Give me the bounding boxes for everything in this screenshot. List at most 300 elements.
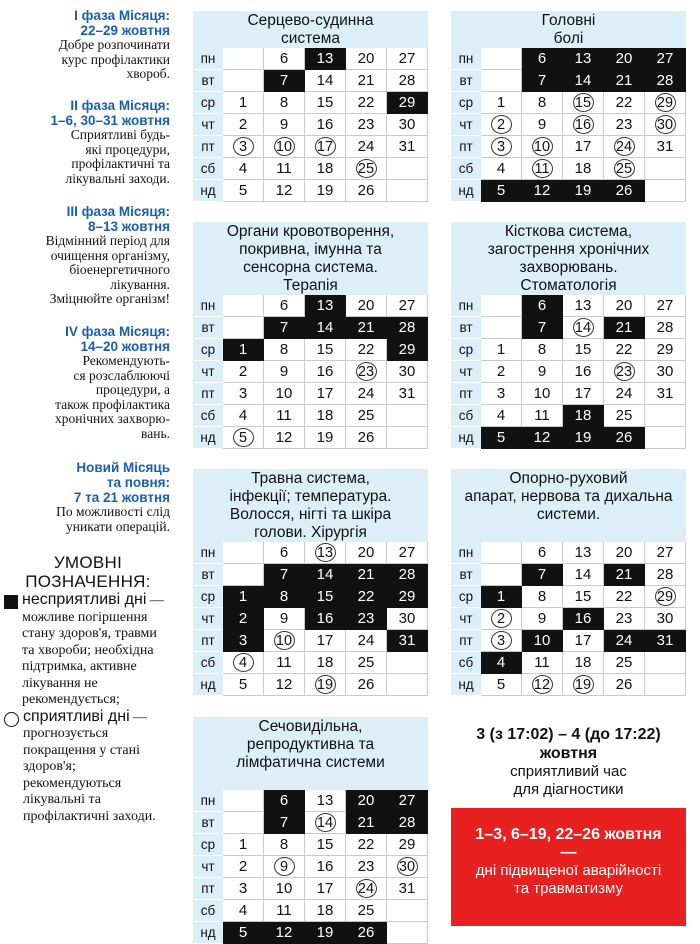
date-cell-unfavorable: 10 xyxy=(522,630,563,652)
date-cell: 26 xyxy=(346,674,387,696)
date-cell-unfavorable: 2 xyxy=(223,608,264,630)
weekday-label: ср xyxy=(193,586,223,608)
calendar-title: Опорно-руховий апарат, нервова та дихальна системи. xyxy=(451,469,686,542)
weekday-label: нд xyxy=(193,922,223,944)
date-cell: 30 xyxy=(645,361,686,383)
date-cell-unfavorable: 28 xyxy=(387,564,428,586)
date-cell-unfavorable: 26 xyxy=(604,427,645,449)
date-cell: 24 xyxy=(604,383,645,405)
date-cell-unfavorable: 18 xyxy=(563,405,604,427)
date-cell: 3 xyxy=(481,383,522,405)
date-cell-unfavorable: 22 xyxy=(346,586,387,608)
date-cell: 21 xyxy=(346,70,387,92)
weekday-label: ср xyxy=(193,339,223,361)
date-cell: 11 xyxy=(264,900,305,922)
calendar-title: Кісткова система, загострення хронічних захворювань. Стоматологія xyxy=(451,222,686,295)
phase-2 xyxy=(0,98,172,186)
date-cell: 19 xyxy=(305,427,346,449)
weekday-label: чт xyxy=(193,361,223,383)
calendar-skeletal xyxy=(451,222,686,449)
weekday-label: пт xyxy=(451,630,481,652)
calendar-title: Серцево-судинна система xyxy=(193,11,428,48)
weekday-label: вт xyxy=(193,317,223,339)
date-cell: 12 xyxy=(264,674,305,696)
date-cell-favorable: 4 xyxy=(223,652,264,674)
date-cell-unfavorable: 13 xyxy=(305,48,346,70)
date-cell-unfavorable: 20 xyxy=(346,790,387,812)
phase-title: Новий Місяць та повня: 7 та 21 жовтня xyxy=(73,460,170,505)
weekday-label: ср xyxy=(451,339,481,361)
date-cell: 9 xyxy=(522,114,563,136)
calendar-hematopoietic xyxy=(193,222,428,449)
date-cell-unfavorable: 12 xyxy=(522,180,563,202)
date-cell: 23 xyxy=(346,114,387,136)
date-cell: 22 xyxy=(346,339,387,361)
calendar-grid xyxy=(451,48,686,202)
weekday-label: ср xyxy=(193,834,223,856)
empty-cell xyxy=(387,427,428,449)
weekday-label: чт xyxy=(193,114,223,136)
date-cell: 17 xyxy=(305,630,346,652)
date-cell: 11 xyxy=(264,652,305,674)
date-cell-unfavorable: 20 xyxy=(604,48,645,70)
weekday-label: вт xyxy=(451,317,481,339)
date-cell-unfavorable: 27 xyxy=(645,48,686,70)
phase-3 xyxy=(0,204,172,307)
weekday-label: сб xyxy=(193,405,223,427)
date-cell: 9 xyxy=(522,361,563,383)
date-cell-favorable: 2 xyxy=(481,608,522,630)
date-cell-unfavorable: 6 xyxy=(264,790,305,812)
empty-cell xyxy=(223,317,264,339)
empty-cell xyxy=(481,70,522,92)
weekday-label: вт xyxy=(451,70,481,92)
date-cell-favorable: 25 xyxy=(604,158,645,180)
date-cell-favorable: 19 xyxy=(563,674,604,696)
date-cell: 15 xyxy=(563,586,604,608)
date-cell: 3 xyxy=(223,878,264,900)
weekday-label: нд xyxy=(451,674,481,696)
date-cell-unfavorable: 19 xyxy=(563,180,604,202)
calendar-grid xyxy=(451,542,686,696)
empty-cell xyxy=(223,70,264,92)
date-cell-favorable: 15 xyxy=(563,92,604,114)
date-cell: 22 xyxy=(346,92,387,114)
date-cell-unfavorable: 23 xyxy=(346,608,387,630)
weekday-label: чт xyxy=(451,608,481,630)
date-cell: 12 xyxy=(264,180,305,202)
date-cell: 13 xyxy=(563,295,604,317)
date-cell: 8 xyxy=(522,92,563,114)
calendar-grid xyxy=(193,542,428,696)
date-cell: 28 xyxy=(387,70,428,92)
date-cell-unfavorable: 24 xyxy=(604,630,645,652)
date-cell: 27 xyxy=(645,542,686,564)
weekday-label: пт xyxy=(193,383,223,405)
date-cell: 29 xyxy=(645,339,686,361)
date-cell: 25 xyxy=(346,900,387,922)
phase-title: I фаза Місяця: 22–29 жовтня xyxy=(74,8,170,38)
date-cell: 17 xyxy=(305,878,346,900)
date-cell-unfavorable: 31 xyxy=(387,630,428,652)
date-cell-unfavorable: 5 xyxy=(481,427,522,449)
date-cell: 2 xyxy=(223,856,264,878)
date-cell: 2 xyxy=(223,114,264,136)
date-cell: 23 xyxy=(346,856,387,878)
diagnostics-text: сприятливий час для діагностики xyxy=(510,763,627,798)
phase-text: Добре розпочинати курс профілактики хвороб. xyxy=(58,37,170,81)
empty-cell xyxy=(645,674,686,696)
date-cell-unfavorable: 31 xyxy=(645,630,686,652)
date-cell-favorable: 10 xyxy=(264,136,305,158)
date-cell: 25 xyxy=(346,405,387,427)
date-cell-unfavorable: 7 xyxy=(264,564,305,586)
date-cell: 4 xyxy=(223,900,264,922)
date-cell-unfavorable: 14 xyxy=(305,317,346,339)
date-cell: 26 xyxy=(604,674,645,696)
date-cell-unfavorable: 15 xyxy=(305,586,346,608)
date-cell-favorable: 10 xyxy=(522,136,563,158)
date-cell: 11 xyxy=(264,405,305,427)
date-cell: 4 xyxy=(481,158,522,180)
date-cell-unfavorable: 16 xyxy=(563,608,604,630)
date-cell: 20 xyxy=(346,542,387,564)
empty-cell xyxy=(387,900,428,922)
calendar-grid xyxy=(193,48,428,202)
weekday-label: вт xyxy=(193,70,223,92)
date-cell-unfavorable: 12 xyxy=(522,427,563,449)
date-cell: 23 xyxy=(604,114,645,136)
date-cell: 9 xyxy=(264,361,305,383)
date-cell-unfavorable: 19 xyxy=(563,427,604,449)
date-cell: 9 xyxy=(264,114,305,136)
calendar-grid xyxy=(451,295,686,449)
date-cell-favorable: 19 xyxy=(305,674,346,696)
date-cell: 6 xyxy=(264,48,305,70)
date-cell-favorable: 9 xyxy=(264,856,305,878)
date-cell-unfavorable: 7 xyxy=(264,70,305,92)
date-cell: 14 xyxy=(563,564,604,586)
date-cell-unfavorable: 19 xyxy=(305,922,346,944)
date-cell: 25 xyxy=(604,652,645,674)
date-cell: 11 xyxy=(264,158,305,180)
legend-term: несприятливі дні xyxy=(22,591,147,608)
date-cell-unfavorable: 28 xyxy=(387,812,428,834)
date-cell: 5 xyxy=(481,674,522,696)
date-cell-unfavorable: 14 xyxy=(563,70,604,92)
date-cell: 5 xyxy=(223,674,264,696)
date-cell-unfavorable: 26 xyxy=(346,922,387,944)
phase-text: Відмінний період для очищення організму, біоенергетичного лікування. Зміцнюйте організм! xyxy=(45,233,170,306)
date-cell-favorable: 29 xyxy=(645,92,686,114)
calendar-musculoskeletal xyxy=(451,469,686,696)
date-cell: 31 xyxy=(387,136,428,158)
date-cell-favorable: 24 xyxy=(346,878,387,900)
empty-cell xyxy=(223,542,264,564)
date-cell: 8 xyxy=(522,339,563,361)
weekday-label: пн xyxy=(451,295,481,317)
legend-title: УМОВНІ ПОЗНАЧЕННЯ: xyxy=(25,553,151,591)
date-cell-unfavorable: 29 xyxy=(387,92,428,114)
date-cell: 10 xyxy=(264,383,305,405)
date-cell-favorable: 12 xyxy=(522,674,563,696)
weekday-label: вт xyxy=(193,812,223,834)
date-cell: 9 xyxy=(522,608,563,630)
date-cell: 30 xyxy=(387,361,428,383)
date-cell: 18 xyxy=(305,900,346,922)
danger-dash: — xyxy=(560,844,577,861)
legend-desc: — можливе погіршення стану здоров'я, травми та хвороби; необхідна підтримка, активне лікування не рекомендується; xyxy=(22,593,164,707)
empty-cell xyxy=(223,812,264,834)
date-cell: 18 xyxy=(305,158,346,180)
date-cell-favorable: 11 xyxy=(522,158,563,180)
date-cell-unfavorable: 7 xyxy=(264,812,305,834)
weekday-label: нд xyxy=(451,427,481,449)
date-cell: 30 xyxy=(387,114,428,136)
date-cell-unfavorable: 21 xyxy=(346,564,387,586)
date-cell: 3 xyxy=(223,383,264,405)
date-cell: 20 xyxy=(346,295,387,317)
date-cell-unfavorable: 21 xyxy=(346,812,387,834)
calendar-cardiovascular xyxy=(193,11,428,202)
empty-cell xyxy=(645,180,686,202)
date-cell: 19 xyxy=(305,180,346,202)
diagnostics-box xyxy=(451,717,686,808)
date-cell: 31 xyxy=(387,878,428,900)
date-cell-unfavorable: 21 xyxy=(346,317,387,339)
weekday-label: чт xyxy=(451,361,481,383)
date-cell: 27 xyxy=(645,295,686,317)
date-cell: 6 xyxy=(264,295,305,317)
date-cell: 17 xyxy=(305,383,346,405)
date-cell: 24 xyxy=(346,136,387,158)
empty-cell xyxy=(645,427,686,449)
weekday-label: вт xyxy=(451,564,481,586)
date-cell-unfavorable: 1 xyxy=(481,586,522,608)
weekday-label: пт xyxy=(451,383,481,405)
date-cell-unfavorable: 3 xyxy=(223,630,264,652)
date-cell-unfavorable: 4 xyxy=(481,652,522,674)
legend xyxy=(4,553,172,825)
date-cell-favorable: 2 xyxy=(481,114,522,136)
legend-unfavorable xyxy=(4,592,172,709)
date-cell: 10 xyxy=(522,383,563,405)
empty-cell xyxy=(387,158,428,180)
date-cell: 13 xyxy=(563,542,604,564)
calendar-title: Органи кровотворення, покривна, імунна та сенсорна система. Терапія xyxy=(193,222,428,295)
date-cell: 1 xyxy=(481,339,522,361)
date-cell-favorable: 17 xyxy=(305,136,346,158)
date-cell: 8 xyxy=(264,92,305,114)
date-cell-favorable: 14 xyxy=(563,317,604,339)
legend-desc: — прогнозується покращення у стані здоров'я; рекомендуються лікувальні та профілактичні заходи. xyxy=(23,709,156,824)
weekday-label: ср xyxy=(451,586,481,608)
date-cell: 27 xyxy=(387,48,428,70)
phase-4 xyxy=(0,324,172,441)
date-cell: 1 xyxy=(223,92,264,114)
date-cell: 28 xyxy=(645,317,686,339)
date-cell-favorable: 23 xyxy=(346,361,387,383)
date-cell-favorable: 3 xyxy=(481,136,522,158)
date-cell: 17 xyxy=(563,630,604,652)
date-cell-unfavorable: 28 xyxy=(645,70,686,92)
weekday-label: сб xyxy=(451,405,481,427)
calendar-digestive xyxy=(193,469,428,696)
empty-cell xyxy=(387,180,428,202)
date-cell: 26 xyxy=(346,427,387,449)
date-cell-unfavorable: 7 xyxy=(522,317,563,339)
date-cell: 13 xyxy=(305,790,346,812)
weekday-label: пн xyxy=(193,48,223,70)
danger-text: дні підвищеної аварійності та травматизму xyxy=(475,862,662,897)
date-cell-unfavorable: 21 xyxy=(604,564,645,586)
date-cell-unfavorable: 28 xyxy=(387,317,428,339)
date-cell-favorable: 30 xyxy=(645,114,686,136)
date-cell: 31 xyxy=(645,136,686,158)
weekday-label: пн xyxy=(193,295,223,317)
date-cell-favorable: 29 xyxy=(645,586,686,608)
date-cell: 8 xyxy=(264,834,305,856)
phase-1 xyxy=(0,8,172,82)
date-cell: 18 xyxy=(563,158,604,180)
legend-favorable xyxy=(4,709,172,826)
date-cell-favorable: 10 xyxy=(264,630,305,652)
weekday-label: пн xyxy=(451,542,481,564)
weekday-label: пн xyxy=(193,542,223,564)
date-cell-unfavorable: 7 xyxy=(522,70,563,92)
date-cell-unfavorable: 13 xyxy=(305,295,346,317)
date-cell: 27 xyxy=(387,542,428,564)
date-cell-unfavorable: 29 xyxy=(387,339,428,361)
date-cell-unfavorable: 26 xyxy=(604,180,645,202)
empty-cell xyxy=(223,48,264,70)
empty-cell xyxy=(387,674,428,696)
date-cell-favorable: 23 xyxy=(604,361,645,383)
phase-text: Рекомендують- ся розслаблюючі процедури, а також профілактика хронічних захворю- вань. xyxy=(54,353,170,441)
date-cell: 31 xyxy=(387,383,428,405)
weekday-label: чт xyxy=(193,856,223,878)
weekday-label: ср xyxy=(451,92,481,114)
calendar-grid xyxy=(193,790,428,944)
date-cell: 18 xyxy=(563,652,604,674)
phase-text: По можливості слід уникати операцій. xyxy=(56,504,170,534)
date-cell-favorable: 13 xyxy=(305,542,346,564)
calendar-grid xyxy=(193,295,428,449)
weekday-label: пн xyxy=(193,790,223,812)
empty-cell xyxy=(481,564,522,586)
date-cell: 15 xyxy=(305,834,346,856)
weekday-label: ср xyxy=(193,92,223,114)
date-cell-favorable: 3 xyxy=(223,136,264,158)
date-cell-unfavorable: 1 xyxy=(223,339,264,361)
date-cell-unfavorable: 6 xyxy=(522,295,563,317)
weekday-label: вт xyxy=(193,564,223,586)
date-cell: 27 xyxy=(387,295,428,317)
date-cell-favorable: 3 xyxy=(481,630,522,652)
date-cell: 30 xyxy=(387,608,428,630)
date-cell-unfavorable: 12 xyxy=(264,922,305,944)
date-cell: 8 xyxy=(264,339,305,361)
date-cell-unfavorable: 8 xyxy=(264,586,305,608)
weekday-label: пт xyxy=(193,136,223,158)
date-cell: 16 xyxy=(305,114,346,136)
date-cell-favorable: 14 xyxy=(305,812,346,834)
phase-title: II фаза Місяця: 1–6, 30–31 жовтня xyxy=(50,98,170,128)
date-cell: 16 xyxy=(563,361,604,383)
date-cell: 4 xyxy=(481,405,522,427)
date-cell: 22 xyxy=(346,834,387,856)
date-cell: 6 xyxy=(522,542,563,564)
date-cell: 8 xyxy=(522,586,563,608)
weekday-label: нд xyxy=(451,180,481,202)
date-cell-unfavorable: 21 xyxy=(604,70,645,92)
date-cell: 1 xyxy=(223,834,264,856)
date-cell: 12 xyxy=(264,427,305,449)
date-cell: 30 xyxy=(645,608,686,630)
date-cell: 20 xyxy=(604,295,645,317)
date-cell: 15 xyxy=(563,339,604,361)
black-square-icon xyxy=(4,595,18,609)
weekday-label: пт xyxy=(193,630,223,652)
date-cell-unfavorable: 5 xyxy=(481,180,522,202)
date-cell: 20 xyxy=(604,542,645,564)
empty-cell xyxy=(387,405,428,427)
date-cell-favorable: 30 xyxy=(387,856,428,878)
empty-cell xyxy=(645,158,686,180)
weekday-label: чт xyxy=(451,114,481,136)
date-cell-favorable: 5 xyxy=(223,427,264,449)
date-cell: 15 xyxy=(305,92,346,114)
date-cell: 1 xyxy=(481,92,522,114)
phase-new-full-moon xyxy=(0,460,172,534)
weekday-label: пт xyxy=(193,878,223,900)
date-cell-unfavorable: 21 xyxy=(604,317,645,339)
date-cell-unfavorable: 7 xyxy=(522,564,563,586)
date-cell: 15 xyxy=(305,339,346,361)
date-cell-unfavorable: 29 xyxy=(387,586,428,608)
empty-cell xyxy=(223,790,264,812)
date-cell: 28 xyxy=(645,564,686,586)
weekday-label: пт xyxy=(451,136,481,158)
empty-cell xyxy=(481,317,522,339)
empty-cell xyxy=(481,542,522,564)
danger-box xyxy=(451,808,686,926)
weekday-label: нд xyxy=(193,674,223,696)
date-cell-favorable: 24 xyxy=(604,136,645,158)
date-cell-unfavorable: 5 xyxy=(223,922,264,944)
weekday-label: сб xyxy=(193,652,223,674)
empty-cell xyxy=(223,564,264,586)
date-cell-unfavorable: 13 xyxy=(563,48,604,70)
danger-dates: 1–3, 6–19, 22–26 жовтня xyxy=(475,826,662,843)
empty-cell xyxy=(387,652,428,674)
date-cell-favorable: 25 xyxy=(346,158,387,180)
diagnostics-title: 3 (з 17:02) – 4 (до 17:22) жовтня xyxy=(476,726,661,762)
circle-icon xyxy=(4,712,19,727)
weekday-label: чт xyxy=(193,608,223,630)
phase-title: IV фаза Місяця: 14–20 жовтня xyxy=(65,324,170,354)
weekday-label: сб xyxy=(193,900,223,922)
date-cell: 23 xyxy=(604,608,645,630)
empty-cell xyxy=(645,405,686,427)
phase-title: III фаза Місяця: 8–13 жовтня xyxy=(66,204,170,234)
date-cell: 22 xyxy=(604,92,645,114)
date-cell: 18 xyxy=(305,405,346,427)
date-cell-unfavorable: 27 xyxy=(387,790,428,812)
empty-cell xyxy=(481,48,522,70)
date-cell-unfavorable: 1 xyxy=(223,586,264,608)
calendar-title: Сечовидільна, репродуктивна та лімфатична системи xyxy=(193,717,428,790)
